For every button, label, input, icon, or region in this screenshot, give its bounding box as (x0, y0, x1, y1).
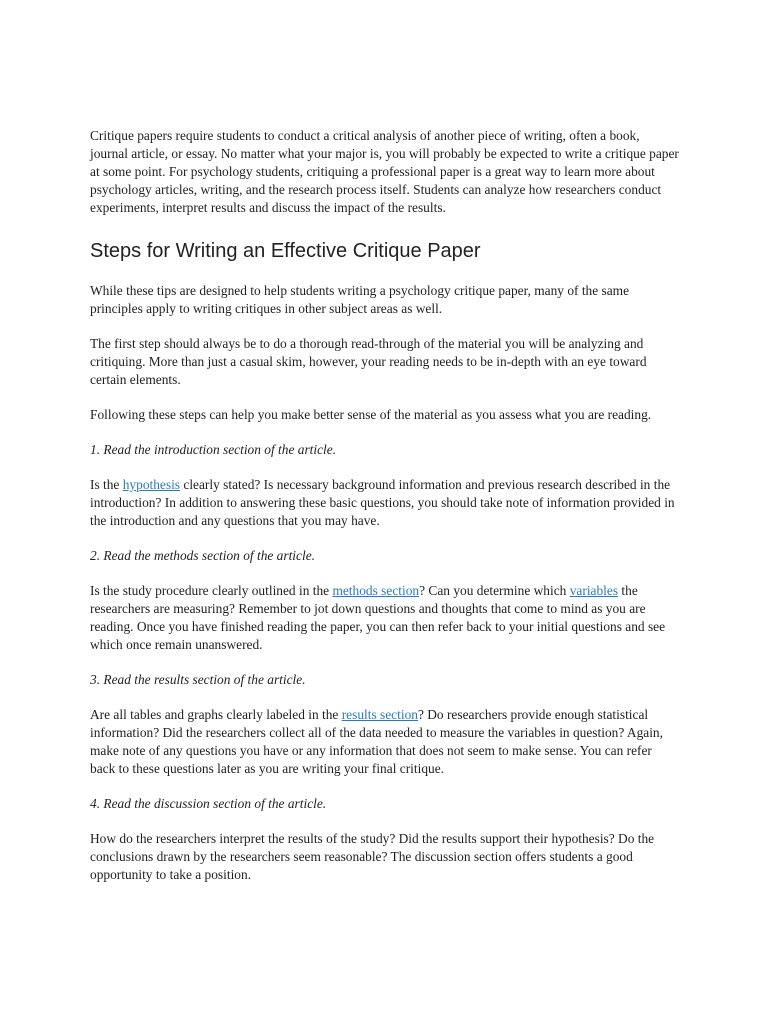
results-section-link[interactable]: results section (341, 707, 418, 722)
step-2-paragraph (90, 582, 680, 654)
methods-section-link[interactable]: methods section (332, 583, 420, 598)
step-3-paragraph (90, 706, 680, 778)
step-4-paragraph: How do the researchers interpret the results of the study? Did the results support their hypothesis? Do the conclusions drawn by the researchers seem reasonable? The discussion section offers students a good opportunity to take a position. (90, 831, 655, 882)
step-2-text-before: Is the study procedure clearly outlined in the (90, 583, 333, 598)
tips-paragraph: While these tips are designed to help students writing a psychology critique paper, many of the same principles apply to writing critiques in other subject areas as well. (90, 283, 630, 316)
step-1-title: 1. Read the introduction section of the article. (90, 442, 337, 457)
step-3-text-before: Are all tables and graphs clearly labeled in the (90, 707, 342, 722)
step-3-title: 3. Read the results section of the article. (90, 672, 306, 687)
section-heading: Steps for Writing an Effective Critique Paper (90, 240, 481, 262)
following-steps-paragraph: Following these steps can help you make better sense of the material as you assess what you are reading. (90, 407, 652, 422)
variables-link[interactable]: variables (569, 583, 619, 598)
step-1-paragraph (90, 476, 680, 530)
step-1-text-before: Is the (90, 477, 123, 492)
step-1-text-after: clearly stated? Is necessary background information and previous research described in the introduction? In addition to answering these basic questions, you should take note of information provided in the introduction and any questions that you may have. (90, 477, 675, 528)
step-2-text-middle: ? Can you determine which (419, 583, 570, 598)
intro-paragraph: Critique papers require students to conduct a critical analysis of another piece of writing, often a book, journal article, or essay. No matter what your major is, you will probably be expected to write a critique paper at some point. For psychology students, critiquing a professional paper is a great way to learn more about psychology articles, writing, and the research process itself. Students can analyze how researchers conduct experiments, interpret results and discuss the impact of the results. (90, 128, 679, 215)
first-step-paragraph: The first step should always be to do a thorough read-through of the material you will be analyzing and critiquing. More than just a casual skim, however, your reading needs to be in-depth with an eye toward certain elements. (90, 336, 647, 387)
step-2-title: 2. Read the methods section of the article. (90, 548, 315, 563)
step-3-text-after: ? Do researchers provide enough statistical information? Did the researchers collect all of the data needed to measure the variables in question? Again, make note of any questions you have or any information that does not seem to make sense. You can refer back to these questions later as you are writing your final critique. (90, 707, 663, 776)
step-2-text-after: the researchers are measuring? Remember to jot down questions and thoughts that come to mind as you are reading. Once you have finished reading the paper, you can then refer back to your initial questions and see which once remain unanswered. (90, 583, 666, 652)
step-4-title: 4. Read the discussion section of the article. (90, 796, 327, 811)
hypothesis-link[interactable]: hypothesis (122, 477, 181, 492)
document-page (90, 127, 680, 901)
